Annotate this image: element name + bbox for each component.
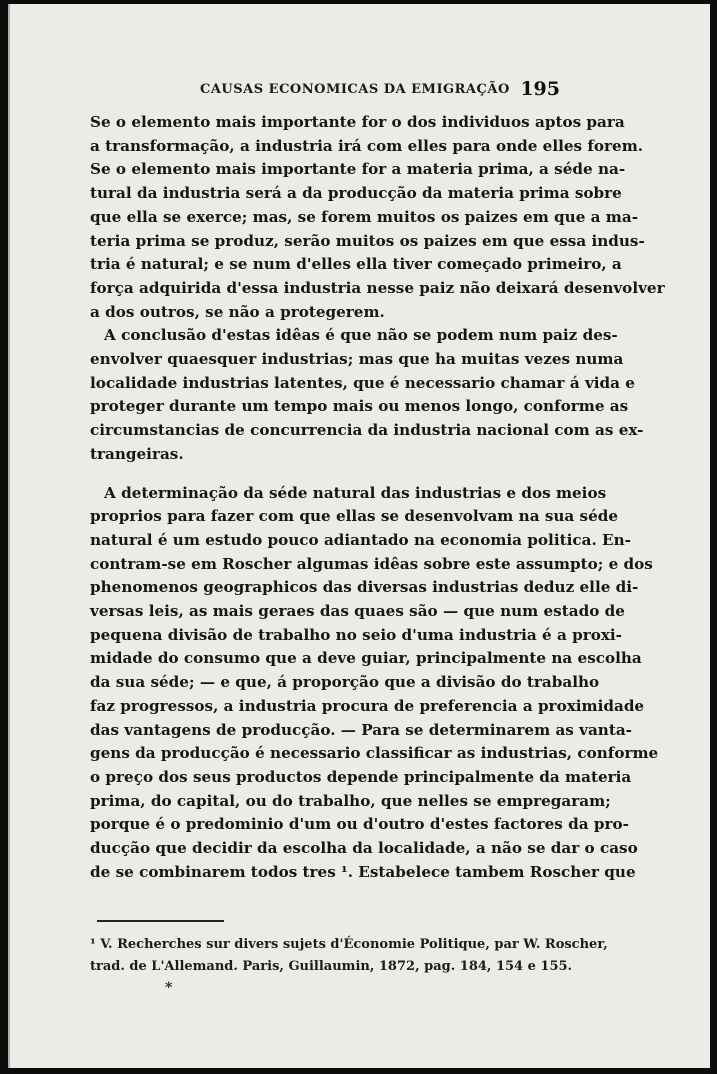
- text-line: localidade industrias latentes, que é necessario chamar á vida e: [90, 373, 635, 392]
- text-line: a dos outros, se não a protegerem.: [90, 302, 385, 321]
- page-number: 195: [520, 78, 560, 100]
- text-line: faz progressos, a industria procura de preferencia a proximidade: [90, 696, 645, 715]
- footnote-rule: [97, 920, 224, 922]
- footnote-line: ¹ V. Recherches sur divers sujets d'Économie Politique, par W. Roscher,: [90, 937, 608, 952]
- text-line: A conclusão d'estas idêas é que não se podem num paiz des-: [104, 326, 618, 345]
- text-line: versas leis, as mais geraes das quaes são — que num estado de: [90, 602, 625, 621]
- text-line: proteger durante um tempo mais ou menos longo, conforme as: [90, 397, 629, 416]
- text-line: natural é um estudo pouco adiantado na economia politica. En-: [90, 530, 631, 549]
- running-title: CAUSAS ECONOMICAS DA EMIGRAÇÃO: [200, 82, 510, 97]
- text-line: da sua séde; — e que, á proporção que a divisão do trabalho: [90, 673, 600, 692]
- body-text: [90, 111, 665, 885]
- text-line: proprios para fazer com que ellas se desenvolvam na sua séde: [90, 507, 619, 526]
- text-line: contram-se em Roscher algumas idêas sobre este assumpto; e dos: [90, 554, 653, 573]
- paragraph-gap: [90, 467, 568, 482]
- text-line: pequena divisão de trabalho no seio d'uma industria é a proxi-: [90, 625, 622, 644]
- text-line: Se o elemento mais importante for o dos individuos aptos para: [90, 113, 625, 131]
- text-line: a transformação, a industria irá com elles para onde elles forem.: [90, 136, 644, 155]
- text-line: midade do consumo que a deve guiar, principalmente na escolha: [90, 649, 642, 668]
- signature-mark: *: [165, 980, 173, 996]
- text-line: teria prima se produz, serão muitos os paizes em que essa indus-: [90, 231, 645, 250]
- text-line: ducção que decidir da escolha da localidade, a não se dar o caso: [90, 839, 638, 858]
- text-line: trangeiras.: [90, 444, 184, 463]
- text-line: que ella se exerce; mas, se forem muitos os paizes em que a ma-: [90, 207, 639, 226]
- text-line: circumstancias de concurrencia da industria nacional com as ex-: [90, 421, 644, 440]
- text-line: prima, do capital, ou do trabalho, que nelles se empregaram;: [90, 791, 611, 810]
- text-line: tria é natural; e se num d'elles ella tiver começado primeiro, a: [90, 255, 622, 274]
- text-line: força adquirida d'essa industria nesse paiz não deixará desenvolver: [90, 278, 665, 297]
- text-line: das vantagens de producção. — Para se determinarem as vanta-: [90, 720, 632, 739]
- text-line: de se combinarem todos tres ¹. Estabelece tambem Roscher que: [90, 862, 636, 881]
- text-line: tural da industria será a da producção da materia prima sobre: [90, 184, 622, 203]
- text-line: phenomenos geographicos das diversas industrias deduz elle di-: [90, 578, 639, 597]
- book-page: [8, 4, 710, 1068]
- text-line: envolver quaesquer industrias; mas que ha muitas vezes numa: [90, 350, 624, 369]
- text-line: Se o elemento mais importante for a materia prima, a séde na-: [90, 160, 626, 179]
- footnote-line: trad. de L'Allemand. Paris, Guillaumin, 1872, pag. 184, 154 e 155.: [90, 959, 573, 974]
- footnote: [90, 934, 608, 978]
- text-line: porque é o predominio d'um ou d'outro d'estes factores da pro-: [90, 815, 629, 834]
- page-header: [10, 80, 710, 104]
- text-line: o preço dos seus productos depende principalmente da materia: [90, 767, 632, 786]
- text-line: A determinação da séde natural das industrias e dos meios: [104, 483, 607, 502]
- text-line: gens da producção é necessario classificar as industrias, conforme: [90, 744, 659, 763]
